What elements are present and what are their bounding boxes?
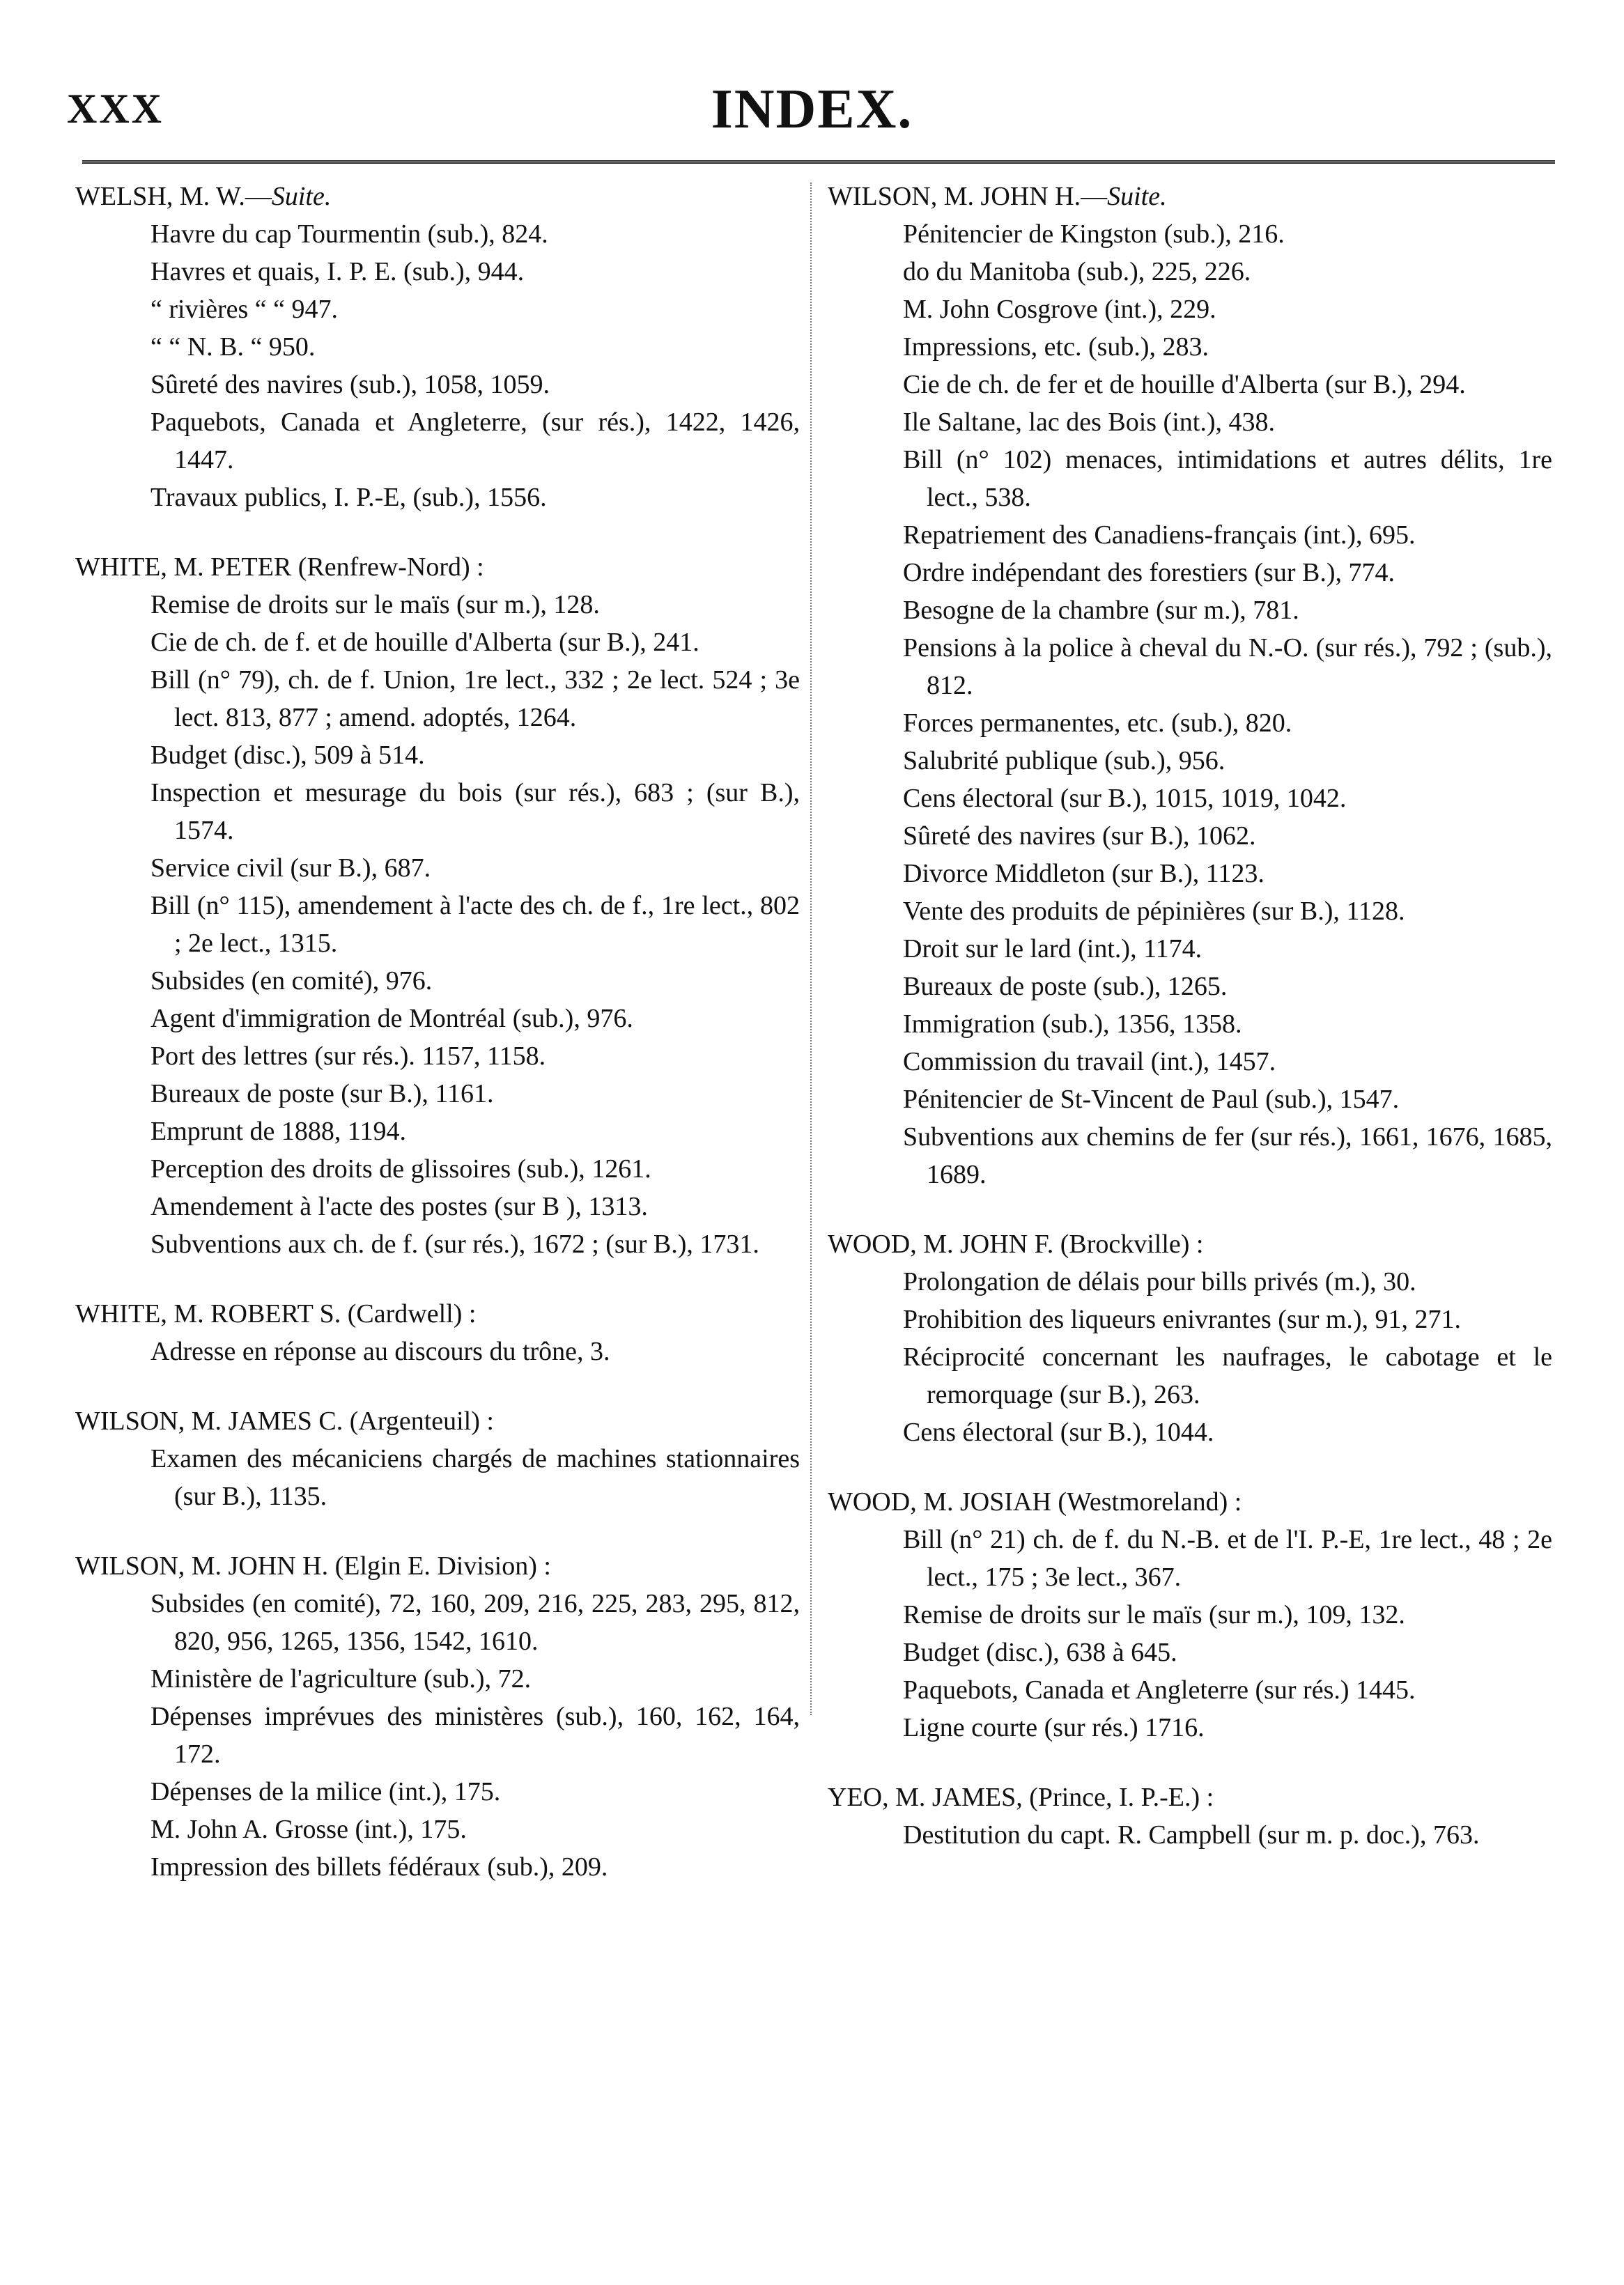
entry-item: Sûreté des navires (sub.), 1058, 1059.: [150, 370, 550, 399]
entry-name: [828, 1779, 1552, 1816]
header-rule: [82, 160, 1555, 164]
entry-item: Droit sur le lard (int.), 1174.: [903, 934, 1202, 963]
index-entry: [828, 1483, 1552, 1746]
entry-name: [828, 1483, 1552, 1521]
entry-item: Havre du cap Tourmentin (sub.), 824.: [150, 219, 548, 249]
entry-items: [828, 1263, 1552, 1451]
entry-given-names: , M. JAMES C.: [178, 1407, 343, 1436]
entry-name: [75, 1402, 800, 1440]
entry-given-names: , M. ROBERT S.: [160, 1299, 341, 1329]
entry-items: [828, 215, 1552, 1193]
entry-item: Pénitencier de Kingston (sub.), 216.: [903, 219, 1285, 249]
entry-item: Budget (disc.), 509 à 514.: [150, 741, 425, 770]
entry-item: Subventions aux chemins de fer (sur rés.), 1661, 1676, 1685, 1689.: [903, 1122, 1552, 1189]
entry-item: Paquebots, Canada et Angleterre, (sur rés.), 1422, 1426, 1447.: [150, 408, 800, 474]
entry-item: Ministère de l'agriculture (sub.), 72.: [150, 1664, 532, 1694]
entry-items: [75, 1333, 800, 1370]
entry-item: M. John Cosgrove (int.), 229.: [903, 295, 1216, 324]
entry-item: Dépenses de la milice (int.), 175.: [150, 1777, 501, 1806]
entry-item: Cens électoral (sur B.), 1015, 1019, 1042.: [903, 784, 1347, 813]
page-title: INDEX.: [711, 79, 913, 140]
entry-item: Port des lettres (sur rés.). 1157, 1158.: [150, 1041, 546, 1071]
entry-item: Vente des produits de pépinières (sur B.), 1128.: [903, 897, 1405, 926]
entry-name: [75, 178, 800, 215]
entry-surname: WHITE: [75, 1299, 161, 1329]
entry-item: Impression des billets fédéraux (sub.), 209.: [150, 1852, 608, 1882]
entry-surname: WILSON: [75, 1407, 178, 1436]
entry-item: Pénitencier de St-Vincent de Paul (sub.), 1547.: [903, 1085, 1400, 1114]
entry-item: Bureaux de poste (sur B.), 1161.: [150, 1079, 494, 1108]
entry-item: Ile Saltane, lac des Bois (int.), 438.: [903, 408, 1275, 437]
entry-items: [75, 1440, 800, 1515]
entry-item: Bureaux de poste (sub.), 1265.: [903, 972, 1228, 1001]
entry-item: Prohibition des liqueurs enivrantes (sur m.), 91, 271.: [903, 1305, 1462, 1334]
entry-item: Inspection et mesurage du bois (sur rés.), 683 ; (sur B.), 1574.: [150, 778, 800, 845]
entry-item: Ordre indépendant des forestiers (sur B.), 774.: [903, 558, 1395, 587]
entry-item: Dépenses imprévues des ministères (sub.), 160, 162, 164, 172.: [150, 1702, 800, 1769]
entry-district: (Elgin E. Division) :: [328, 1551, 551, 1581]
entry-item: M. John A. Grosse (int.), 175.: [150, 1815, 467, 1844]
entry-item: do du Manitoba (sub.), 225, 226.: [903, 257, 1251, 286]
page-header: [0, 0, 1624, 167]
entry-item: Bill (n° 115), amendement à l'acte des ch. de f., 1re lect., 802 ; 2e lect., 1315.: [150, 891, 800, 958]
entry-item: Subsides (en comité), 976.: [150, 966, 433, 996]
entry-items: [828, 1521, 1552, 1746]
entry-item: Examen des mécaniciens chargés de machines stationnaires (sur B.), 1135.: [150, 1444, 800, 1511]
entry-item: Besogne de la chambre (sur m.), 781.: [903, 596, 1299, 625]
entry-item: Réciprocité concernant les naufrages, le cabotage et le remorquage (sur B.), 263.: [903, 1342, 1552, 1409]
entry-item: Emprunt de 1888, 1194.: [150, 1117, 406, 1146]
entry-item: Agent d'immigration de Montréal (sub.), 976.: [150, 1004, 633, 1033]
entry-surname: WILSON: [75, 1551, 178, 1581]
entry-given-names: , M. JOHN F.: [910, 1230, 1054, 1259]
entry-surname: WOOD: [828, 1487, 911, 1517]
entry-items: [75, 215, 800, 516]
entry-district: (Westmoreland) :: [1051, 1487, 1242, 1517]
entry-surname: YEO: [828, 1783, 883, 1812]
entry-item: Subventions aux ch. de f. (sur rés.), 1672 ; (sur B.), 1731.: [150, 1230, 759, 1259]
entry-item: Adresse en réponse au discours du trône, 3.: [150, 1337, 610, 1366]
entry-surname: WELSH: [75, 182, 167, 211]
entry-name: [828, 1225, 1552, 1263]
index-entry: [75, 548, 800, 1263]
entry-item: Cie de ch. de fer et de houille d'Alberta (sur B.), 294.: [903, 370, 1466, 399]
entry-suite-label: Suite.: [271, 182, 332, 211]
page-number: XXX: [67, 86, 164, 132]
entry-surname: WOOD: [828, 1230, 911, 1259]
entry-district: (Prince, I. P.-E.) :: [1022, 1783, 1214, 1812]
index-entry: [828, 1225, 1552, 1451]
entry-item: Amendement à l'acte des postes (sur B ), 1313.: [150, 1192, 648, 1221]
entry-items: [828, 1816, 1552, 1854]
entry-district: (Brockville) :: [1053, 1230, 1204, 1259]
entry-suite-label: Suite.: [1107, 182, 1167, 211]
index-entry: [75, 1295, 800, 1370]
entry-item: Forces permanentes, etc. (sub.), 820.: [903, 708, 1292, 738]
column-divider: [810, 183, 812, 1715]
entry-item: Prolongation de délais pour bills privés (m.), 30.: [903, 1267, 1416, 1296]
entry-item: Bill (n° 102) menaces, intimidations et autres délits, 1re lect., 538.: [903, 445, 1552, 512]
entry-surname: WHITE: [75, 552, 161, 582]
entry-district: (Argenteuil) :: [343, 1407, 494, 1436]
entry-item: Impressions, etc. (sub.), 283.: [903, 332, 1209, 362]
entry-item: Salubrité publique (sub.), 956.: [903, 746, 1225, 775]
entry-item: Divorce Middleton (sur B.), 1123.: [903, 859, 1265, 888]
entry-name: [75, 1295, 800, 1333]
entry-item: Repatriement des Canadiens-français (int.), 695.: [903, 520, 1416, 550]
entry-item: “ “ N. B. “ 950.: [150, 332, 316, 362]
left-column: [75, 178, 800, 1918]
entry-item: Subsides (en comité), 72, 160, 209, 216, 225, 283, 295, 812, 820, 956, 1265, 1356, 1542, 1610.: [150, 1589, 800, 1656]
index-entry: [828, 178, 1552, 1193]
entry-item: Perception des droits de glissoires (sub.), 1261.: [150, 1154, 651, 1184]
entry-item: Budget (disc.), 638 à 645.: [903, 1638, 1177, 1667]
index-entry: [75, 178, 800, 516]
entry-item: Paquebots, Canada et Angleterre (sur rés.) 1445.: [903, 1675, 1416, 1705]
entry-given-names: , M. PETER: [160, 552, 292, 582]
entry-item: Sûreté des navires (sur B.), 1062.: [903, 821, 1256, 851]
entry-name: [75, 1547, 800, 1585]
entry-item: Commission du travail (int.), 1457.: [903, 1047, 1276, 1076]
entry-item: Remise de droits sur le maïs (sur m.), 128.: [150, 590, 600, 619]
entry-given-names: , M. W.—: [166, 182, 272, 211]
entry-item: Cens électoral (sur B.), 1044.: [903, 1418, 1214, 1447]
index-entry: [75, 1402, 800, 1515]
entry-item: Immigration (sub.), 1356, 1358.: [903, 1009, 1242, 1039]
entry-given-names: , M. JOSIAH: [910, 1487, 1051, 1517]
entry-given-names: , M. JOHN H.—: [930, 182, 1108, 211]
entry-item: Travaux publics, I. P.-E, (sub.), 1556.: [150, 483, 547, 512]
entry-item: Ligne courte (sur rés.) 1716.: [903, 1713, 1205, 1742]
entry-item: Destitution du capt. R. Campbell (sur m. p. doc.), 763.: [903, 1820, 1480, 1850]
entry-district: (Renfrew-Nord) :: [291, 552, 484, 582]
entry-item: Pensions à la police à cheval du N.-O. (sur rés.), 792 ; (sub.), 812.: [903, 633, 1552, 700]
index-entry: [828, 1779, 1552, 1854]
entry-item: Havres et quais, I. P. E. (sub.), 944.: [150, 257, 525, 286]
entry-item: Remise de droits sur le maïs (sur m.), 109, 132.: [903, 1600, 1405, 1629]
entry-item: Cie de ch. de f. et de houille d'Alberta (sur B.), 241.: [150, 628, 699, 657]
entry-given-names: , M. JAMES,: [882, 1783, 1023, 1812]
entry-surname: WILSON: [828, 182, 931, 211]
entry-item: Service civil (sur B.), 687.: [150, 853, 431, 883]
entry-items: [75, 1585, 800, 1886]
right-column: [828, 178, 1552, 1886]
entry-item: “ rivières “ “ 947.: [150, 295, 339, 324]
entry-district: (Cardwell) :: [341, 1299, 477, 1329]
entry-name: [75, 548, 800, 586]
index-entry: [75, 1547, 800, 1886]
entry-items: [75, 586, 800, 1263]
entry-name: [828, 178, 1552, 215]
entry-item: Bill (n° 21) ch. de f. du N.-B. et de l'I. P.-E, 1re lect., 48 ; 2e lect., 175 ; 3e lect., 367.: [903, 1525, 1552, 1592]
entry-item: Bill (n° 79), ch. de f. Union, 1re lect., 332 ; 2e lect. 524 ; 3e lect. 813, 877 ; amend. adoptés, 1264.: [150, 665, 800, 732]
entry-given-names: , M. JOHN H.: [178, 1551, 329, 1581]
